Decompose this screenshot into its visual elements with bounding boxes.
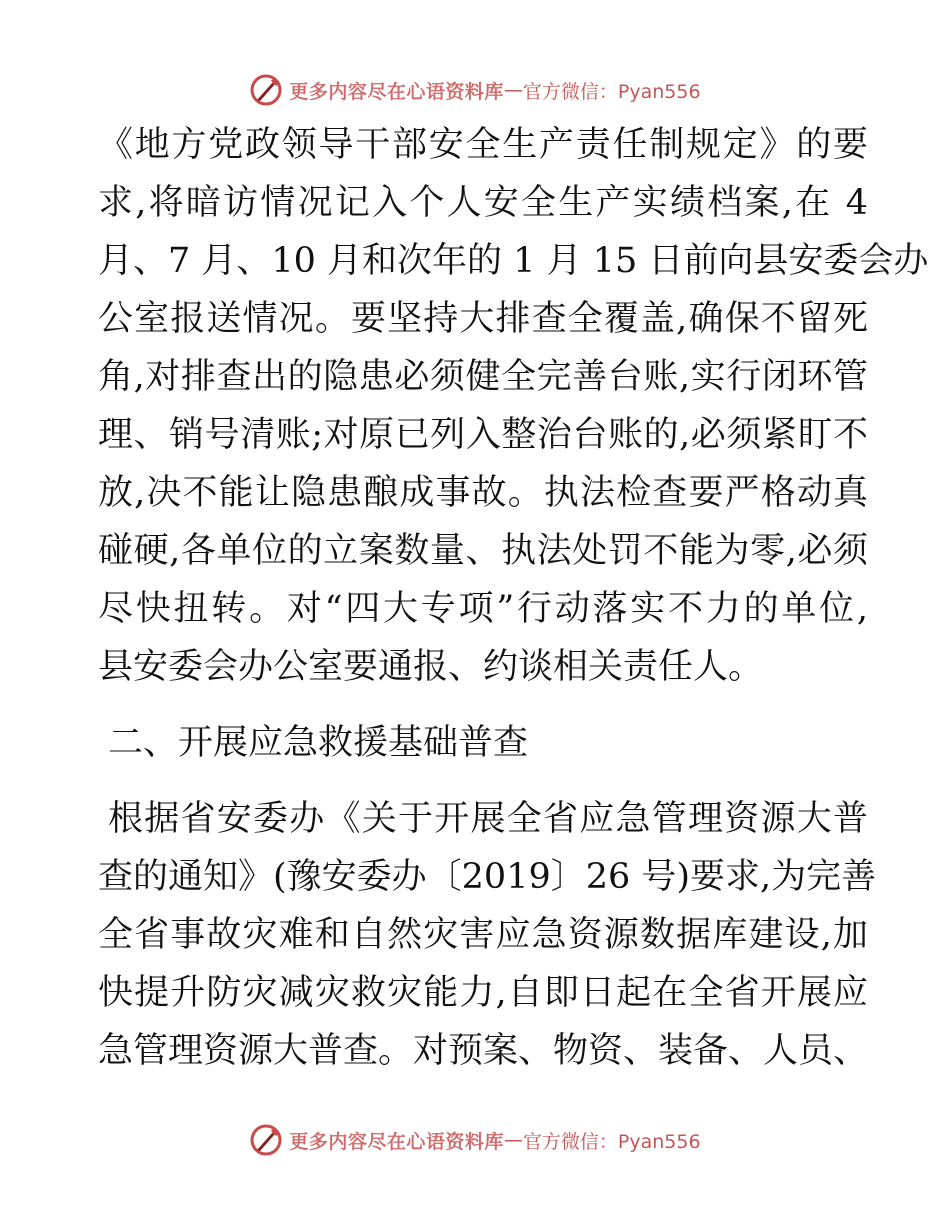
text-line: 求,将暗访情况记入个人安全生产实绩档案,在 4	[98, 183, 868, 223]
footer-banner	[0, 1120, 950, 1160]
quill-pen-logo-icon	[249, 1123, 283, 1157]
text-line: 放,决不能让隐患酿成事故。执法检查要严格动真	[98, 473, 868, 513]
paragraph-1	[98, 116, 929, 696]
text-line: 急管理资源大普查。对预案、物资、装备、人员、	[98, 1031, 869, 1071]
banner-contact: 官方微信：Pyan556	[522, 1130, 701, 1153]
banner-library-text: 更多内容尽在心语资料库	[289, 1130, 504, 1153]
text-line: 《地方党政领导干部安全生产责任制规定》的要	[98, 125, 868, 165]
body-text	[98, 116, 929, 1080]
banner-separator: —	[503, 1129, 523, 1151]
text-line: 根据省安委办《关于开展全省应急管理资源大普	[108, 799, 868, 839]
header-banner	[0, 70, 950, 110]
banner-contact: 官方微信：Pyan556	[522, 80, 701, 103]
text-line: 月、7 月、10 月和次年的 1 月 15 日前向县安委会办	[98, 241, 929, 281]
paragraph-2	[98, 790, 877, 1080]
text-line: 快提升防灾减灾救灾能力,自即日起在全省开展应	[98, 973, 868, 1013]
section-heading: 二、开展应急救援基础普查	[108, 723, 529, 763]
text-line: 公室报送情况。要坚持大排查全覆盖,确保不留死	[98, 299, 868, 339]
text-line: 碰硬,各单位的立案数量、执法处罚不能为零,必须	[98, 531, 868, 571]
text-line: 角,对排查出的隐患必须健全完善台账,实行闭环管	[98, 357, 868, 397]
text-line: 理、销号清账;对原已列入整治台账的,必须紧盯不	[98, 415, 868, 455]
text-line: 县安委会办公室要通报、约谈相关责任人。	[98, 647, 764, 687]
text-line: 尽快扭转。对“四大专项”行动落实不力的单位,	[98, 589, 868, 629]
banner-separator: —	[503, 79, 523, 101]
banner-library-text: 更多内容尽在心语资料库	[289, 80, 504, 103]
quill-pen-logo-icon	[249, 73, 283, 107]
text-line: 查的通知》(豫安委办〔2019〕26 号)要求,为完善	[98, 857, 877, 897]
text-line: 全省事故灾难和自然灾害应急资源数据库建设,加	[98, 915, 868, 955]
